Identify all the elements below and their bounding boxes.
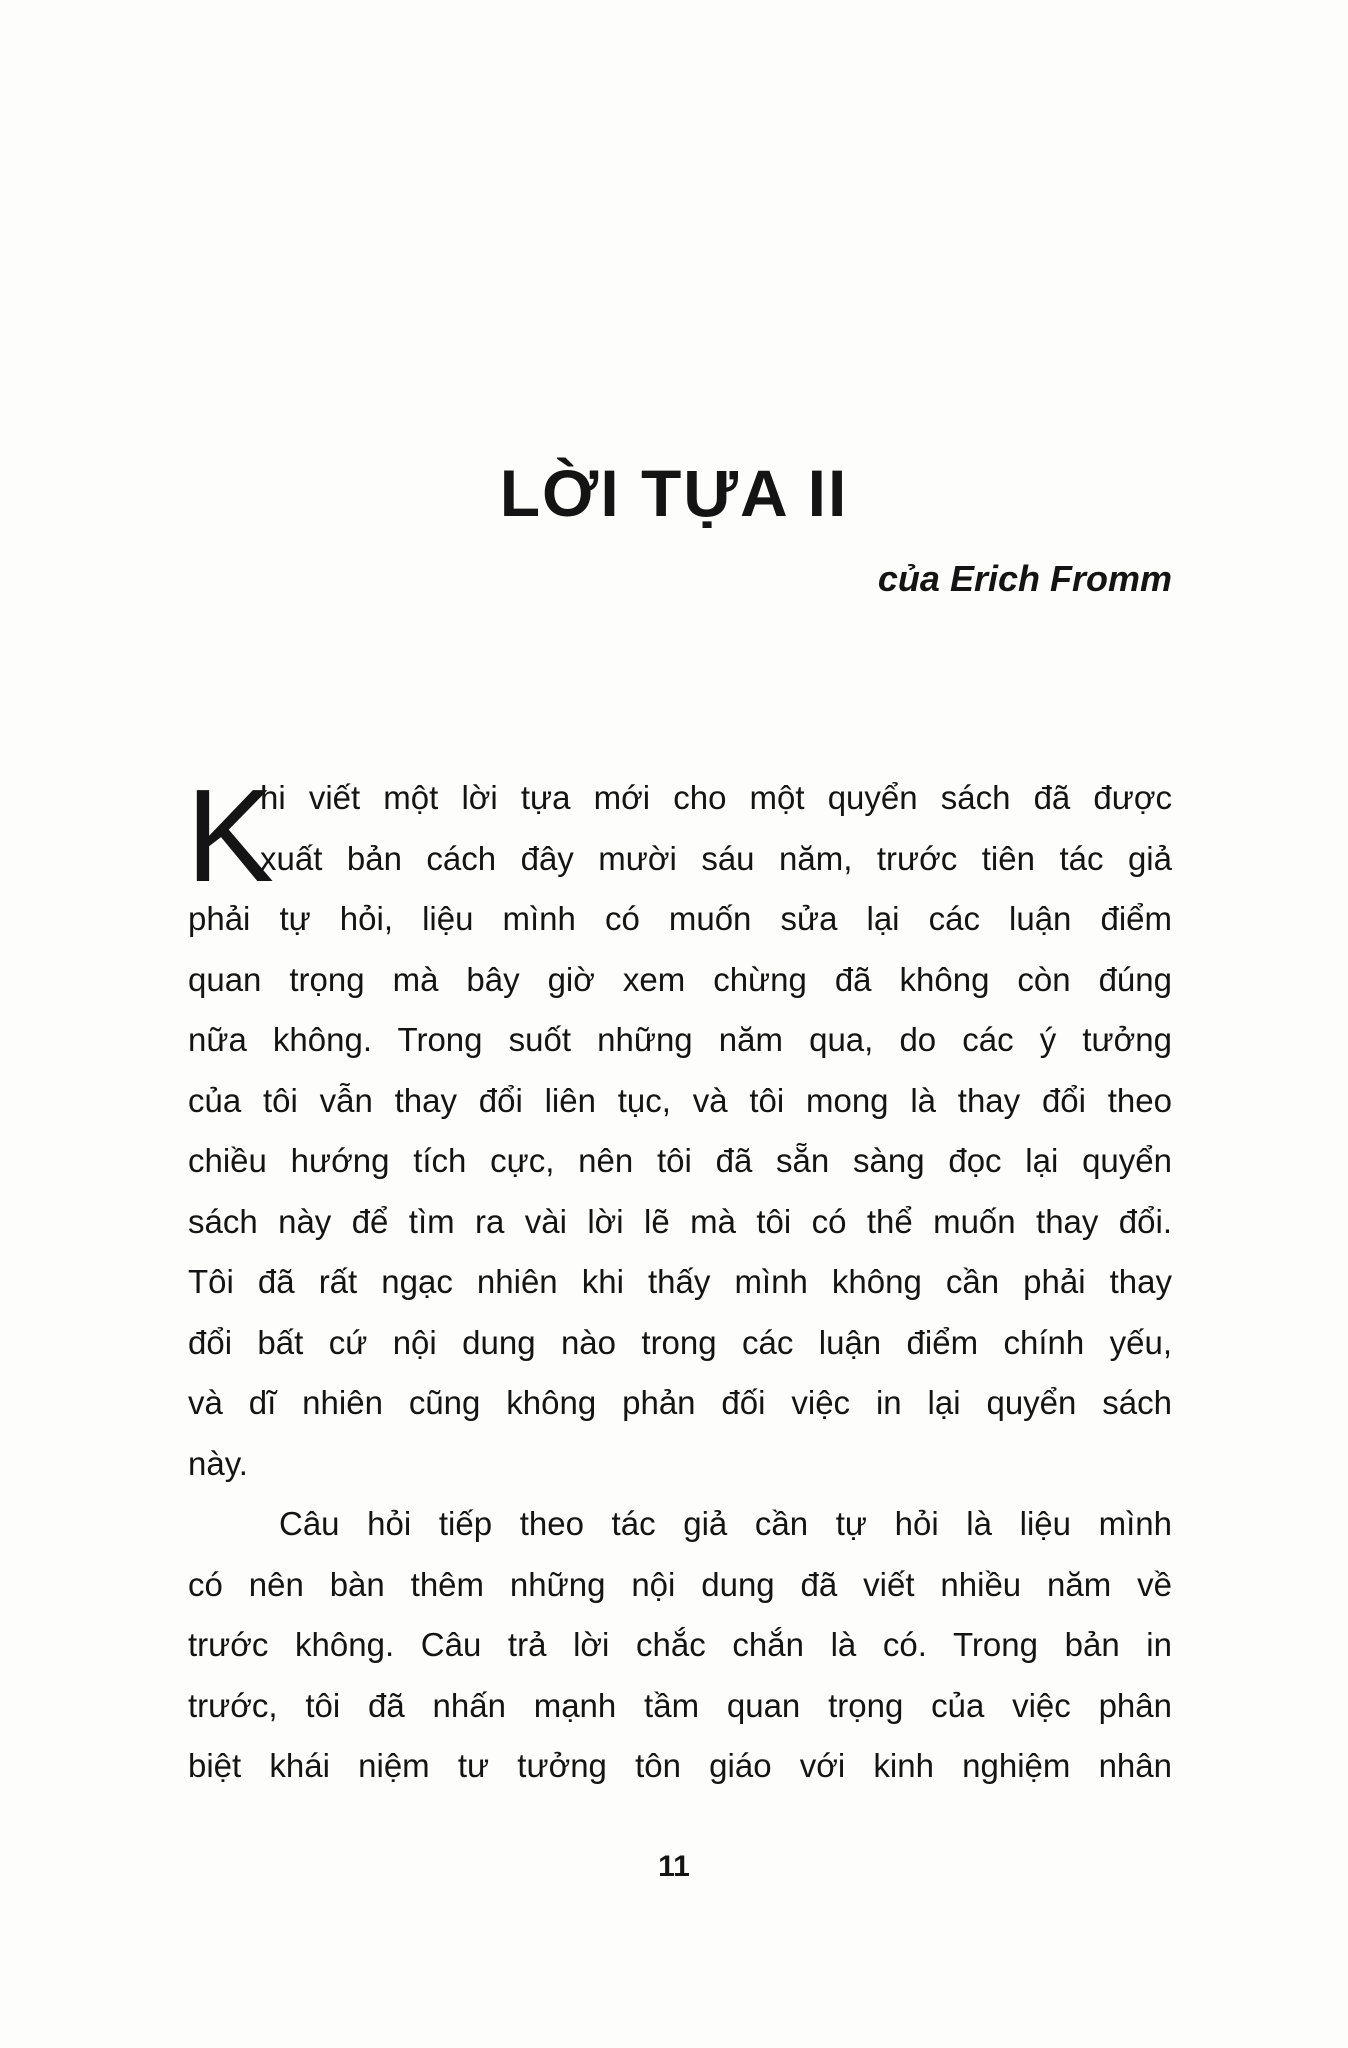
text-line: xuất bản cách đây mười sáu năm, trước tiên tác giả (260, 839, 1172, 877)
text-line: của tôi vẫn thay đổi liên tục, và tôi mong là thay đổi theo (188, 1081, 1172, 1119)
text-line: sách này để tìm ra vài lời lẽ mà tôi có thể muốn thay đổi. (188, 1202, 1172, 1240)
text-line: đổi bất cứ nội dung nào trong các luận điểm chính yếu, (188, 1323, 1172, 1361)
paragraph-1 (186, 762, 1172, 1494)
page-number: 11 (658, 1850, 690, 1883)
text-line: trước, tôi đã nhấn mạnh tầm quan trọng của việc phân (188, 1686, 1172, 1724)
chapter-title: LỜI TỰA II (499, 456, 849, 530)
text-line: chiều hướng tích cực, nên tôi đã sẵn sàng đọc lại quyển (188, 1142, 1172, 1179)
text-line: Câu hỏi tiếp theo tác giả cần tự hỏi là liệu mình (279, 1505, 1172, 1542)
body-text (186, 762, 1172, 1797)
drop-cap: K (186, 762, 275, 909)
text-line: trước không. Câu trả lời chắc chắn là có. Trong bản in (188, 1626, 1172, 1663)
text-line: hi viết một lời tựa mới cho một quyển sách đã được (260, 779, 1172, 816)
author-byline: của Erich Fromm (877, 558, 1172, 599)
text-line: nữa không. Trong suốt những năm qua, do các ý tưởng (188, 1021, 1172, 1058)
text-line: Tôi đã rất ngạc nhiên khi thấy mình không cần phải thay (188, 1263, 1172, 1300)
paragraph-2 (188, 1494, 1172, 1797)
text-line: và dĩ nhiên cũng không phản đối việc in lại quyển sách (188, 1384, 1172, 1421)
text-line: quan trọng mà bây giờ xem chừng đã không còn đúng (188, 960, 1172, 998)
text-line: biệt khái niệm tư tưởng tôn giáo với kinh nghiệm nhân (188, 1747, 1172, 1784)
text-line: có nên bàn thêm những nội dung đã viết nhiều năm về (188, 1565, 1172, 1603)
text-line: này. (188, 1444, 248, 1482)
text-line: phải tự hỏi, liệu mình có muốn sửa lại các luận điểm (188, 900, 1172, 937)
